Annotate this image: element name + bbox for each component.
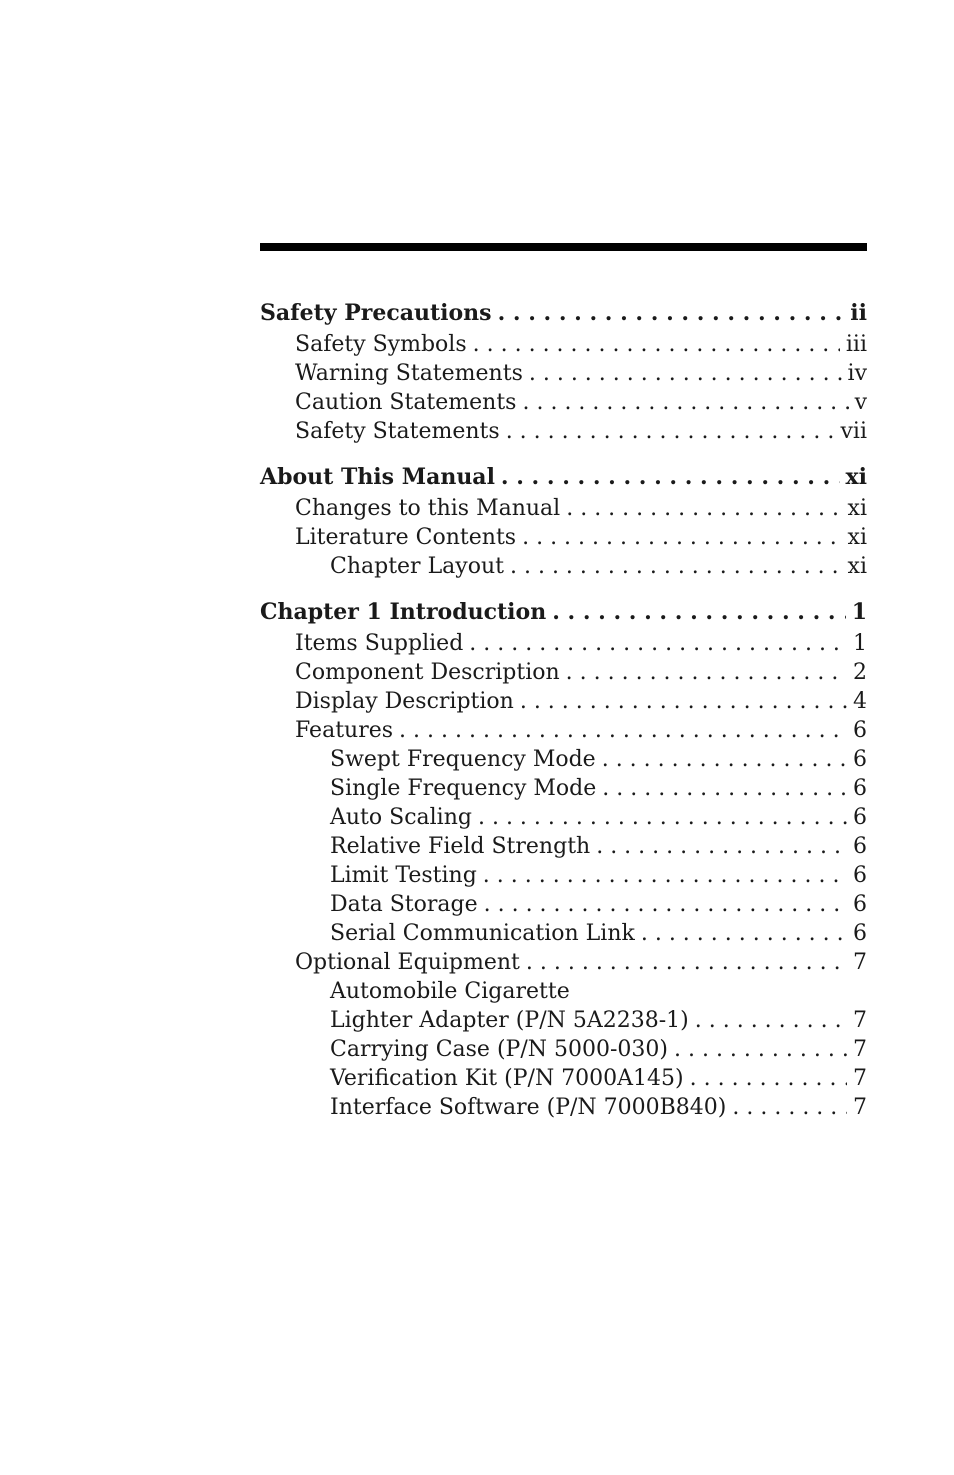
toc-entry-title: Chapter Layout (330, 552, 510, 581)
toc-section-chapter-1-introduction[interactable] (260, 595, 867, 629)
toc-page-number: xi (840, 460, 867, 494)
dot-leader (501, 460, 840, 494)
toc-entry-title: Changes to this Manual (295, 494, 566, 523)
toc-entry-limit-testing[interactable] (260, 861, 867, 890)
toc-entry-title: Single Frequency Mode (330, 774, 602, 803)
toc-page-number: 6 (847, 890, 867, 919)
toc-entry-safety-symbols[interactable] (260, 330, 867, 359)
toc-entry-title: Limit Testing (330, 861, 483, 890)
toc-entry-automobile-cigarette: Automobile Cigarette (330, 979, 570, 1004)
toc-entry-title: Display Description (295, 687, 520, 716)
toc-entry-chapter-layout[interactable] (260, 552, 867, 581)
toc-entry-title: Data Storage (330, 890, 484, 919)
toc-entry-title: Safety Statements (295, 417, 506, 446)
toc-page-number: 6 (847, 803, 867, 832)
toc-page-number: 7 (847, 1093, 867, 1122)
toc-section-title: Safety Precautions (260, 296, 498, 330)
dot-leader (478, 803, 847, 832)
dot-leader (520, 687, 847, 716)
toc-entry-carrying-case-p-n-5000-030[interactable] (260, 1035, 867, 1064)
toc-page-number: 7 (847, 1006, 867, 1035)
dot-leader (732, 1093, 847, 1122)
dot-leader (506, 417, 835, 446)
dot-leader (566, 658, 847, 687)
toc-page-number: 6 (847, 832, 867, 861)
toc-section-about-this-manual[interactable] (260, 460, 867, 494)
toc-entry-verification-kit-p-n-7000a145[interactable] (260, 1064, 867, 1093)
toc-entry-optional-equipment[interactable] (260, 948, 867, 977)
dot-leader (526, 948, 847, 977)
toc-entry-title: Optional Equipment (295, 948, 526, 977)
toc-entry-title: Lighter Adapter (P/N 5A2238-1) (330, 1006, 695, 1035)
toc-entry-serial-communication-link[interactable] (260, 919, 867, 948)
toc-entry-features[interactable] (260, 716, 867, 745)
toc-page-number: ii (844, 296, 867, 330)
toc-entry-title: Component Description (295, 658, 566, 687)
toc-entry-title: Swept Frequency Mode (330, 745, 602, 774)
toc-entry-lighter-adapter-p-n-5a2238-1[interactable] (260, 1006, 867, 1035)
toc-entry-title: Safety Symbols (295, 330, 473, 359)
toc-section-title: Chapter 1 Introduction (260, 595, 552, 629)
dot-leader (674, 1035, 847, 1064)
toc-page-number: v (849, 388, 867, 417)
toc-page-number: 2 (847, 658, 867, 687)
toc-entry-title: Items Supplied (295, 629, 469, 658)
toc-entry-title: Carrying Case (P/N 5000-030) (330, 1035, 674, 1064)
dot-leader (566, 494, 841, 523)
toc-entry-title: Auto Scaling (330, 803, 478, 832)
dot-leader (596, 832, 847, 861)
dot-leader (473, 330, 840, 359)
toc-entry-title: Serial Communication Link (330, 919, 641, 948)
toc-entry-title: Literature Contents (295, 523, 522, 552)
toc-page-number: vii (834, 417, 867, 446)
toc-entry-swept-frequency-mode[interactable] (260, 745, 867, 774)
toc-entry-title: Warning Statements (295, 359, 529, 388)
toc-entry-title: Interface Software (P/N 7000B840) (330, 1093, 732, 1122)
dot-leader (552, 595, 845, 629)
dot-leader (690, 1064, 847, 1093)
dot-leader (602, 745, 847, 774)
toc-page-number: 6 (847, 774, 867, 803)
toc-page-number: 6 (847, 861, 867, 890)
toc-entry-auto-scaling[interactable] (260, 803, 867, 832)
toc-entry-safety-statements[interactable] (260, 417, 867, 446)
dot-leader (602, 774, 847, 803)
toc-entry-literature-contents[interactable] (260, 523, 867, 552)
toc-section-title: About This Manual (260, 460, 501, 494)
toc-entry-title: Relative Field Strength (330, 832, 596, 861)
toc-page-number: 6 (847, 745, 867, 774)
dot-leader (522, 523, 841, 552)
dot-leader (641, 919, 847, 948)
toc-page-number: xi (842, 523, 867, 552)
toc-entry-warning-statements[interactable] (260, 359, 867, 388)
dot-leader (498, 296, 845, 330)
toc-page-number: iii (840, 330, 867, 359)
toc-entry-changes-to-this-manual[interactable] (260, 494, 867, 523)
toc-page-number: 6 (847, 919, 867, 948)
toc-page-number: iv (842, 359, 867, 388)
dot-leader (529, 359, 842, 388)
toc-page-number: 4 (847, 687, 867, 716)
toc-page-number: 7 (847, 948, 867, 977)
toc-entry-display-description[interactable] (260, 687, 867, 716)
toc-entry-interface-software-p-n-7000b840[interactable] (260, 1093, 867, 1122)
toc-entry-title: Caution Statements (295, 388, 522, 417)
toc-entry-single-frequency-mode[interactable] (260, 774, 867, 803)
toc-entry-data-storage[interactable] (260, 890, 867, 919)
toc-entry-items-supplied[interactable] (260, 629, 867, 658)
header-rule (260, 243, 867, 251)
toc-section-safety-precautions[interactable] (260, 296, 867, 330)
toc-page-number: 7 (847, 1064, 867, 1093)
dot-leader (469, 629, 847, 658)
toc-entry-component-description[interactable] (260, 658, 867, 687)
toc-page-number: 6 (847, 716, 867, 745)
dot-leader (510, 552, 842, 581)
toc-entry-title: Verification Kit (P/N 7000A145) (330, 1064, 690, 1093)
toc-entry-title: Features (295, 716, 399, 745)
dot-leader (484, 890, 847, 919)
toc-page-number: 7 (847, 1035, 867, 1064)
dot-leader (399, 716, 847, 745)
dot-leader (483, 861, 847, 890)
toc-entry-caution-statements[interactable] (260, 388, 867, 417)
table-of-contents (260, 296, 867, 1122)
toc-entry-relative-field-strength[interactable] (260, 832, 867, 861)
toc-page-number: 1 (847, 629, 867, 658)
toc-page-number: xi (842, 552, 867, 581)
dot-leader (522, 388, 848, 417)
toc-page-number: 1 (846, 595, 867, 629)
dot-leader (695, 1006, 847, 1035)
toc-page-number: xi (842, 494, 867, 523)
